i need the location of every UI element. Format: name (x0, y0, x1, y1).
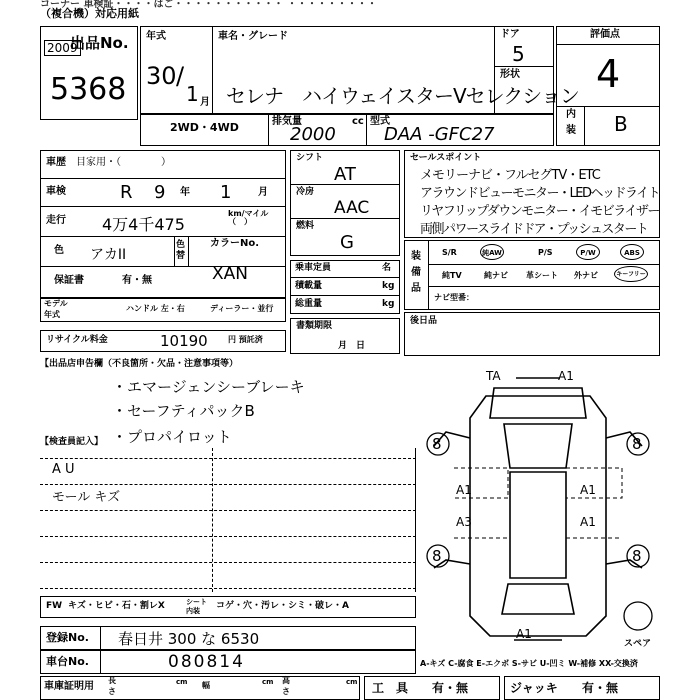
mileage-label: 走行 (46, 215, 66, 226)
warranty-value: 有・無 (122, 275, 152, 286)
mileage-unit: km/マイル（ ） (228, 209, 269, 226)
recycle-value: 10190 (160, 332, 208, 350)
dealer-note-1: ・エマージェンシーブレーキ (112, 378, 305, 396)
tools-value: 有・無 (432, 681, 469, 695)
month-value: 1 (186, 82, 199, 106)
vehicle-name: セレナ ハイウェイスターVセレクション (226, 84, 579, 108)
mark-top-left: TA (486, 369, 501, 383)
damage-legend: A-キズ C-腐食 E-エクボ S-サビ U-凹ミ W-補修 XX-交換済 (420, 659, 638, 668)
height-label-2: さ (282, 687, 290, 696)
model-label: 型式 (370, 116, 390, 127)
year-label: 年式 (146, 31, 166, 42)
width-label: 幅 (202, 681, 210, 690)
mark-top-right: A1 (558, 369, 574, 383)
history-label: 車歴 (46, 157, 66, 168)
height-unit: cm (346, 678, 358, 686)
mark-wheel-rl: 8 (432, 547, 442, 565)
sales-label: セールスポイント (410, 153, 482, 163)
jack-value: 有・無 (582, 681, 619, 695)
chassis-value: 080814 (168, 652, 245, 672)
shape-label: 形状 (500, 69, 520, 80)
fuel-label: 燃料 (296, 221, 315, 231)
cc-label: cc (352, 116, 364, 127)
fw-value: キズ・ヒビ・石・割レX (68, 601, 165, 611)
sales-line-2: アラウンドビューモニター・LEDヘッドライト (420, 186, 660, 201)
expiry-unit: 月 日 (338, 341, 366, 351)
fuel-value: G (340, 232, 354, 253)
header-subtitle: （複合機）対応用紙 (40, 7, 139, 20)
long-unit: cm (176, 678, 188, 686)
shift-value: AT (334, 164, 356, 185)
year-value: 30 (146, 62, 177, 90)
interior-label-2: 装 (566, 125, 576, 136)
registration-value: 春日井 300 な 6530 (118, 630, 260, 648)
displacement-value: 2000 (290, 124, 336, 145)
mark-wheel-fr: 8 (632, 435, 642, 453)
equip-ext-nav: 外ナビ (574, 271, 598, 280)
weight-unit: kg (382, 299, 395, 309)
inspection-month: 1 (220, 182, 232, 203)
width-unit: cm (262, 678, 274, 686)
color-change-label: 色替 (176, 240, 186, 261)
equipment-label-3: 品 (411, 283, 421, 294)
dealer-note-3: ・プロパイロット (112, 428, 232, 446)
equip-keyless: キーフリー (614, 266, 648, 282)
after-label: 後日品 (410, 316, 438, 326)
sales-line-3: リヤフリップダウンモニター・イモビライザー (420, 204, 659, 219)
sales-line-4: 両側パワースライドドア・プッシュスタート (420, 222, 648, 237)
equipment-label-1: 装 (411, 251, 421, 262)
mark-rear: A1 (516, 627, 532, 641)
spare-label: スペア (624, 639, 652, 649)
ac-label: 冷房 (296, 187, 315, 197)
jack-label: ジャッキ (510, 681, 558, 695)
interior-label-1: 内 (566, 109, 576, 120)
dealer-value: ディーラー・並行 (210, 304, 274, 313)
header-top-line: コーナー 車検証・・・・はご・・・・・・・・・・・ ・・・・・・・・・ (40, 0, 377, 10)
equipment-label-2: 備 (411, 267, 421, 278)
score-value: 4 (596, 52, 621, 96)
height-label-1: 高 (282, 676, 290, 685)
seat-value: コゲ・穴・汚レ・シミ・破レ・A (216, 601, 349, 611)
load-label: 積載量 (295, 281, 323, 291)
interior-value: B (614, 112, 628, 136)
equip-abs: ABS (620, 244, 644, 260)
color-code-label: カラーNo. (210, 238, 260, 249)
mileage-value: 4万4千475 (102, 215, 185, 234)
model-year-label-1: モデル (44, 299, 68, 308)
recycle-label: リサイクル料金 (46, 335, 108, 345)
ac-value: AAC (334, 198, 370, 218)
long-label-1: 長 (108, 676, 116, 685)
equip-nav: 純ナビ (484, 271, 508, 280)
recycle-unit: 円 預託済 (228, 335, 263, 344)
inspector-notes-label: 【検査員記入】 (40, 437, 104, 447)
equip-sr: S/R (442, 248, 457, 257)
expiry-label: 書類期限 (296, 321, 333, 331)
nav-model-label: ナビ型番： (434, 293, 474, 302)
mark-left-1: A1 (456, 483, 472, 497)
sales-line-1: メモリーナビ・フルセグTV・ETC (420, 168, 600, 183)
lot-year-tag: 2009 (44, 40, 81, 56)
fw-label: FW (46, 601, 63, 611)
people-unit: 名 (382, 263, 392, 273)
mark-left-2: A3 (456, 515, 472, 529)
drive-value: 2WD・4WD (170, 121, 239, 134)
mark-wheel-fl: 8 (432, 435, 442, 453)
mark-wheel-rr: 8 (632, 547, 642, 565)
equip-ps: P/S (538, 248, 553, 257)
lot-label: 出品No. (70, 34, 129, 52)
color-code: XAN (212, 264, 248, 284)
door-value: 5 (512, 42, 525, 66)
equip-aw: 純AW (480, 244, 504, 260)
inspection-label: 車検 (46, 186, 66, 197)
inspection-month-unit: 月 (258, 187, 268, 198)
people-label: 乗車定員 (295, 263, 332, 273)
after-box (404, 312, 660, 356)
score-label: 評価点 (590, 29, 620, 40)
model-value: DAA -GFC27 (384, 124, 495, 145)
warranty-label: 保証書 (54, 275, 84, 286)
history-value: 目家用・（ ） (76, 157, 171, 168)
inspection-era: R (120, 182, 133, 203)
mark-right-1: A1 (580, 483, 596, 497)
inspector-note-2: モール キズ (52, 490, 121, 505)
chassis-label: 車台No. (46, 655, 89, 668)
long-label-2: さ (108, 687, 116, 696)
name-label: 車名・グレード (218, 31, 288, 42)
inspection-year: 9 (154, 182, 166, 203)
equip-leather: 革シート (526, 271, 558, 280)
model-year-label-2: 年式 (44, 310, 60, 319)
door-label: ドア (500, 29, 520, 40)
equip-tv: 純TV (442, 271, 462, 280)
dealer-note-2: ・セーフティパックB (112, 402, 255, 420)
equip-pw: P/W (576, 244, 600, 260)
inspection-year-unit: 年 (180, 187, 190, 198)
weight-label: 総重量 (295, 299, 323, 309)
tools-label: 工 具 (372, 681, 409, 695)
lot-number: 5368 (50, 72, 127, 107)
seat-label: シート内装 (186, 598, 207, 615)
certificate-label: 車庫証明用 (44, 681, 94, 692)
car-diagram (416, 368, 660, 650)
registration-label: 登録No. (46, 631, 89, 644)
shift-label: シフト (296, 153, 324, 163)
color-label: 色 (54, 245, 64, 256)
handle-value: ハンドル 左・右 (126, 304, 185, 313)
month-unit: 月 (200, 97, 210, 108)
displacement-label: 排気量 (272, 116, 302, 127)
dealer-notes-label: 【出品店申告欄（不良箇所・欠品・注意事項等） (40, 359, 239, 369)
mark-right-2: A1 (580, 515, 596, 529)
inspector-note-1: A U (52, 462, 75, 477)
color-value: アカII (90, 247, 127, 263)
inspector-notes-box (40, 448, 416, 592)
load-unit: kg (382, 281, 395, 291)
